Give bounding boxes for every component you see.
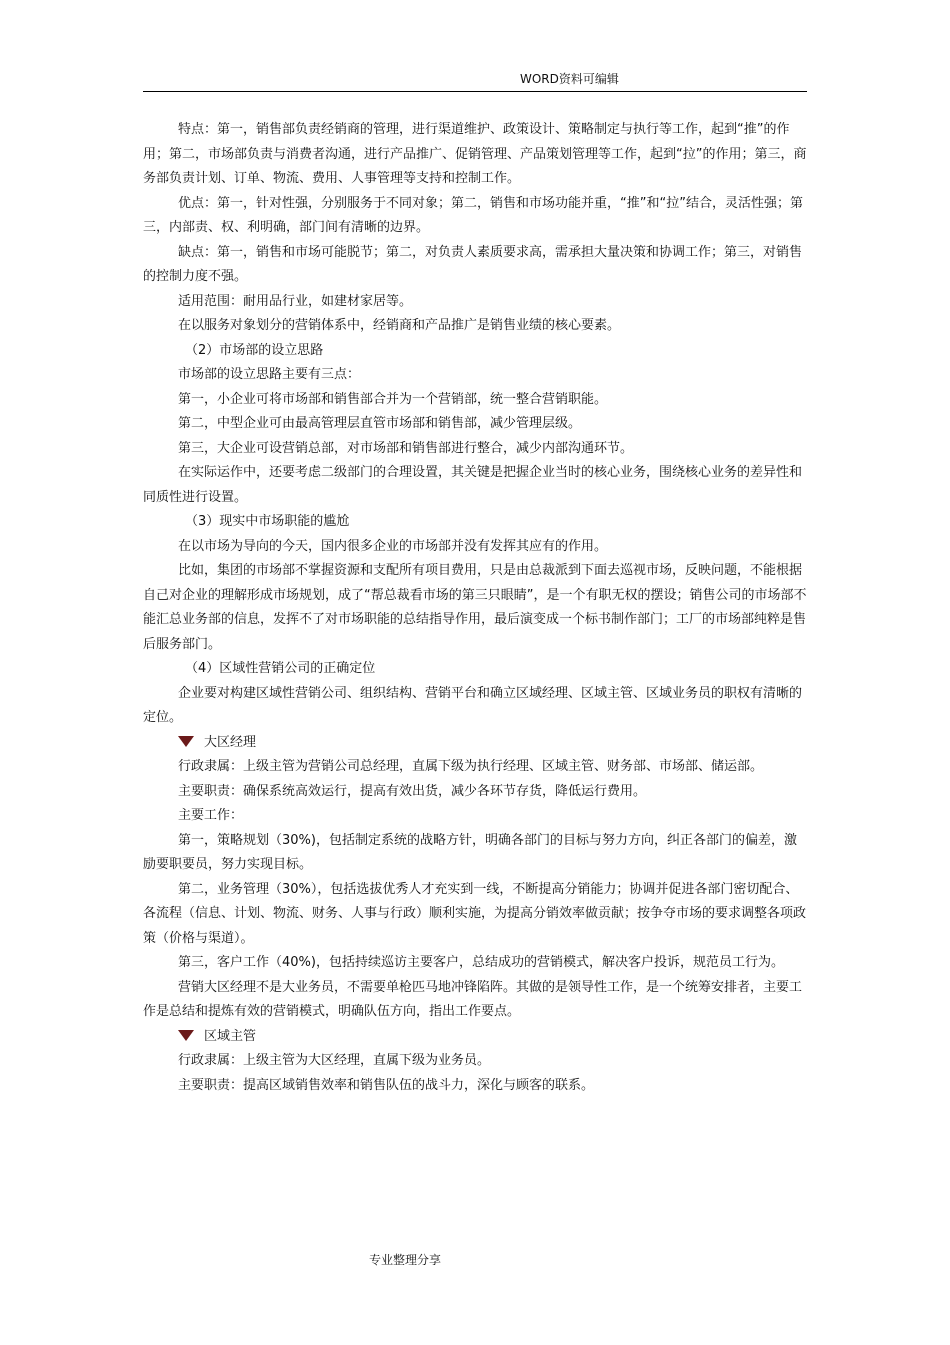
section-heading: （2）市场部的设立思路 xyxy=(185,342,324,358)
paragraph: 优点：第一，针对性强，分别服务于不同对象；第二，销售和市场功能并重，“推”和“拉”结合，灵活性强；第三，内部责、权、利明确，部门间有清晰的边界。 xyxy=(143,195,803,235)
paragraph: 营销大区经理不是大业务员，不需要单枪匹马地冲锋陷阵。其做的是领导性工作，是一个统筹安排者，主要工作是总结和提炼有效的营销模式，明确队伍方向，指出工作要点。 xyxy=(143,979,803,1019)
bullet-arrow-icon xyxy=(178,1030,194,1041)
paragraph: 行政隶属：上级主管为营销公司总经理，直属下级为执行经理、区域主管、财务部、市场部、储运部。 xyxy=(178,759,764,774)
paragraph: 主要职责：确保系统高效运行，提高有效出货，减少各环节存货，降低运行费用。 xyxy=(178,783,647,799)
section-heading: （4）区域性营销公司的正确定位 xyxy=(185,661,376,676)
page-footer: 专业整理分享 xyxy=(369,1253,442,1267)
paragraph: 第三，大企业可设营销总部，对市场部和销售部进行整合，减少内部沟通环节。 xyxy=(178,440,634,456)
bullet-heading-label: 大区经理 xyxy=(204,734,257,750)
paragraph: 第三，客户工作（40%)，包括持续巡访主要客户，总结成功的营销模式，解决客户投诉，规范员工行为。 xyxy=(178,955,784,970)
bullet-arrow-icon xyxy=(178,736,194,747)
paragraph: 市场部的设立思路主要有三点： xyxy=(178,367,361,382)
paragraph: 第一，策略规划（30%)，包括制定系统的战略方针，明确各部门的目标与努力方向，纠正各部门的偏差，激励要职要员，努力实现目标。 xyxy=(143,832,797,872)
document-body xyxy=(143,118,807,1098)
page-header: WORD资料可编辑 xyxy=(520,72,619,86)
paragraph: 企业要对构建区域性营销公司、组织结构、营销平台和确立区域经理、区域主管、区域业务员的职权有清晰的定位。 xyxy=(143,685,803,725)
paragraph: 适用范围：耐用品行业，如建材家居等。 xyxy=(178,293,413,309)
paragraph: 第二，中型企业可由最高管理层直管市场部和销售部，减少管理层级。 xyxy=(178,416,582,431)
paragraph: 在实际运作中，还要考虑二级部门的合理设置，其关键是把握企业当时的核心业务，围绕核心业务的差异性和同质性进行设置。 xyxy=(143,465,803,505)
paragraph: 特点：第一，销售部负责经销商的管理，进行渠道维护、政策设计、策略制定与执行等工作，起到“推”的作用；第二，市场部负责与消费者沟通，进行产品推广、促销管理、产品策划管理等工作，起到“拉”的作用；第三，商务部负责计划、订单、物流、费用、人事管理等支持和控制工作。 xyxy=(143,122,807,186)
paragraph: 在以服务对象划分的营销体系中，经销商和产品推广是销售业绩的核心要素。 xyxy=(178,318,621,333)
paragraph: 缺点：第一，销售和市场可能脱节；第二，对负责人素质要求高，需承担大量决策和协调工作；第三，对销售的控制力度不强。 xyxy=(143,244,803,284)
paragraph: 在以市场为导向的今天，国内很多企业的市场部并没有发挥其应有的作用。 xyxy=(178,538,608,554)
section-heading: （3）现实中市场职能的尴尬 xyxy=(185,514,350,529)
bullet-heading-label: 区域主管 xyxy=(204,1028,257,1044)
bullet-heading xyxy=(143,1025,807,1050)
bullet-heading xyxy=(143,731,807,756)
paragraph: 行政隶属：上级主管为大区经理，直属下级为业务员。 xyxy=(178,1053,491,1068)
paragraph: 主要工作： xyxy=(178,808,244,823)
paragraph: 第二，业务管理（30%），包括选拔优秀人才充实到一线，不断提高分销能力；协调并促进各部门密切配合、各流程（信息、计划、物流、财务、人事与行政）顺利实施，为提高分销效率做贡献；按争夺市场的要求调整各项政策（价格与渠道）。 xyxy=(143,881,807,946)
header-divider xyxy=(143,91,807,92)
paragraph: 第一，小企业可将市场部和销售部合并为一个营销部，统一整合营销职能。 xyxy=(178,391,608,407)
paragraph: 比如，集团的市场部不掌握资源和支配所有项目费用，只是由总裁派到下面去巡视市场，反映问题，不能根据自己对企业的理解形成市场规划，成了“帮总裁看市场的第三只眼睛”，是一个有职无权的摆设；销售公司的市场部不能汇总业务部的信息，发挥不了对市场职能的总结指导作用，最后演变成一个标书制作部门；工厂的市场部纯粹是售后服务部门。 xyxy=(143,563,807,652)
paragraph: 主要职责：提高区域销售效率和销售队伍的战斗力，深化与顾客的联系。 xyxy=(178,1077,595,1093)
